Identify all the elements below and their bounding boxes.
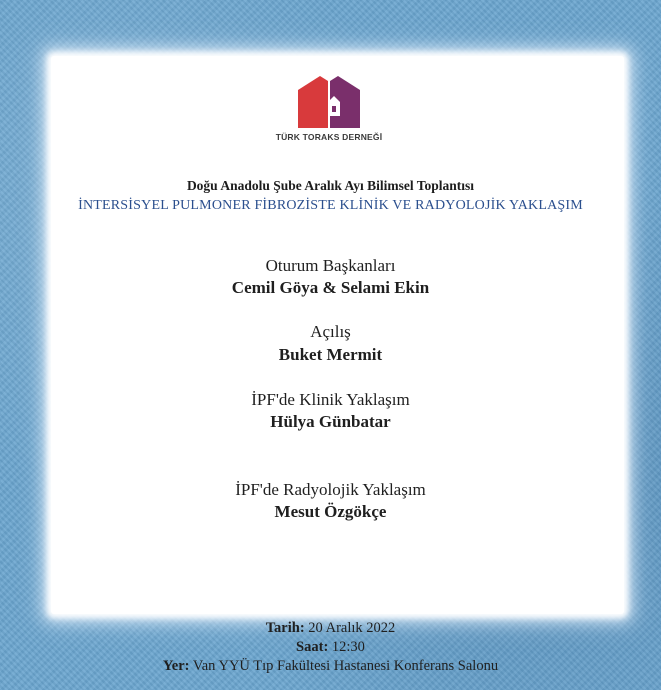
lungs-house-icon: [294, 72, 364, 130]
time-value: 12:30: [328, 639, 365, 655]
clinical-approach-speaker: Hülya Günbatar: [270, 412, 391, 431]
date-value: 20 Aralık 2022: [304, 620, 396, 636]
event-place: [0, 658, 661, 675]
event-date: [0, 620, 661, 637]
clinical-approach-title: İPF'de Klinik Yaklaşım: [251, 390, 410, 409]
date-label: Tarih:: [265, 620, 305, 636]
event-heading: Doğu Anadolu Şube Aralık Ayı Bilimsel Toplantısı: [186, 178, 475, 193]
turk-toraks-logo: [259, 72, 399, 152]
radiologic-approach-title: İPF'de Radyolojik Yaklaşım: [235, 480, 426, 499]
session-chairs-names: Cemil Göya & Selami Ekin: [231, 278, 430, 297]
event-time: [0, 639, 661, 656]
opening-title: Açılış: [310, 322, 351, 341]
opening-speaker: Buket Mermit: [278, 345, 383, 364]
place-value: Van YYÜ Tıp Fakültesi Hastanesi Konferans Salonu: [189, 658, 499, 674]
logo-text: TÜRK TORAKS DERNEĞİ: [275, 132, 383, 142]
time-label: Saat:: [296, 639, 329, 655]
event-subheading: İNTERSİSYEL PULMONER FİBROZİSTE KLİNİK VE RADYOLOJİK YAKLAŞIM: [78, 198, 583, 213]
place-label: Yer:: [162, 658, 190, 674]
session-chairs-title: Oturum Başkanları: [265, 256, 396, 275]
radiologic-approach-speaker: Mesut Özgökçe: [274, 502, 387, 521]
